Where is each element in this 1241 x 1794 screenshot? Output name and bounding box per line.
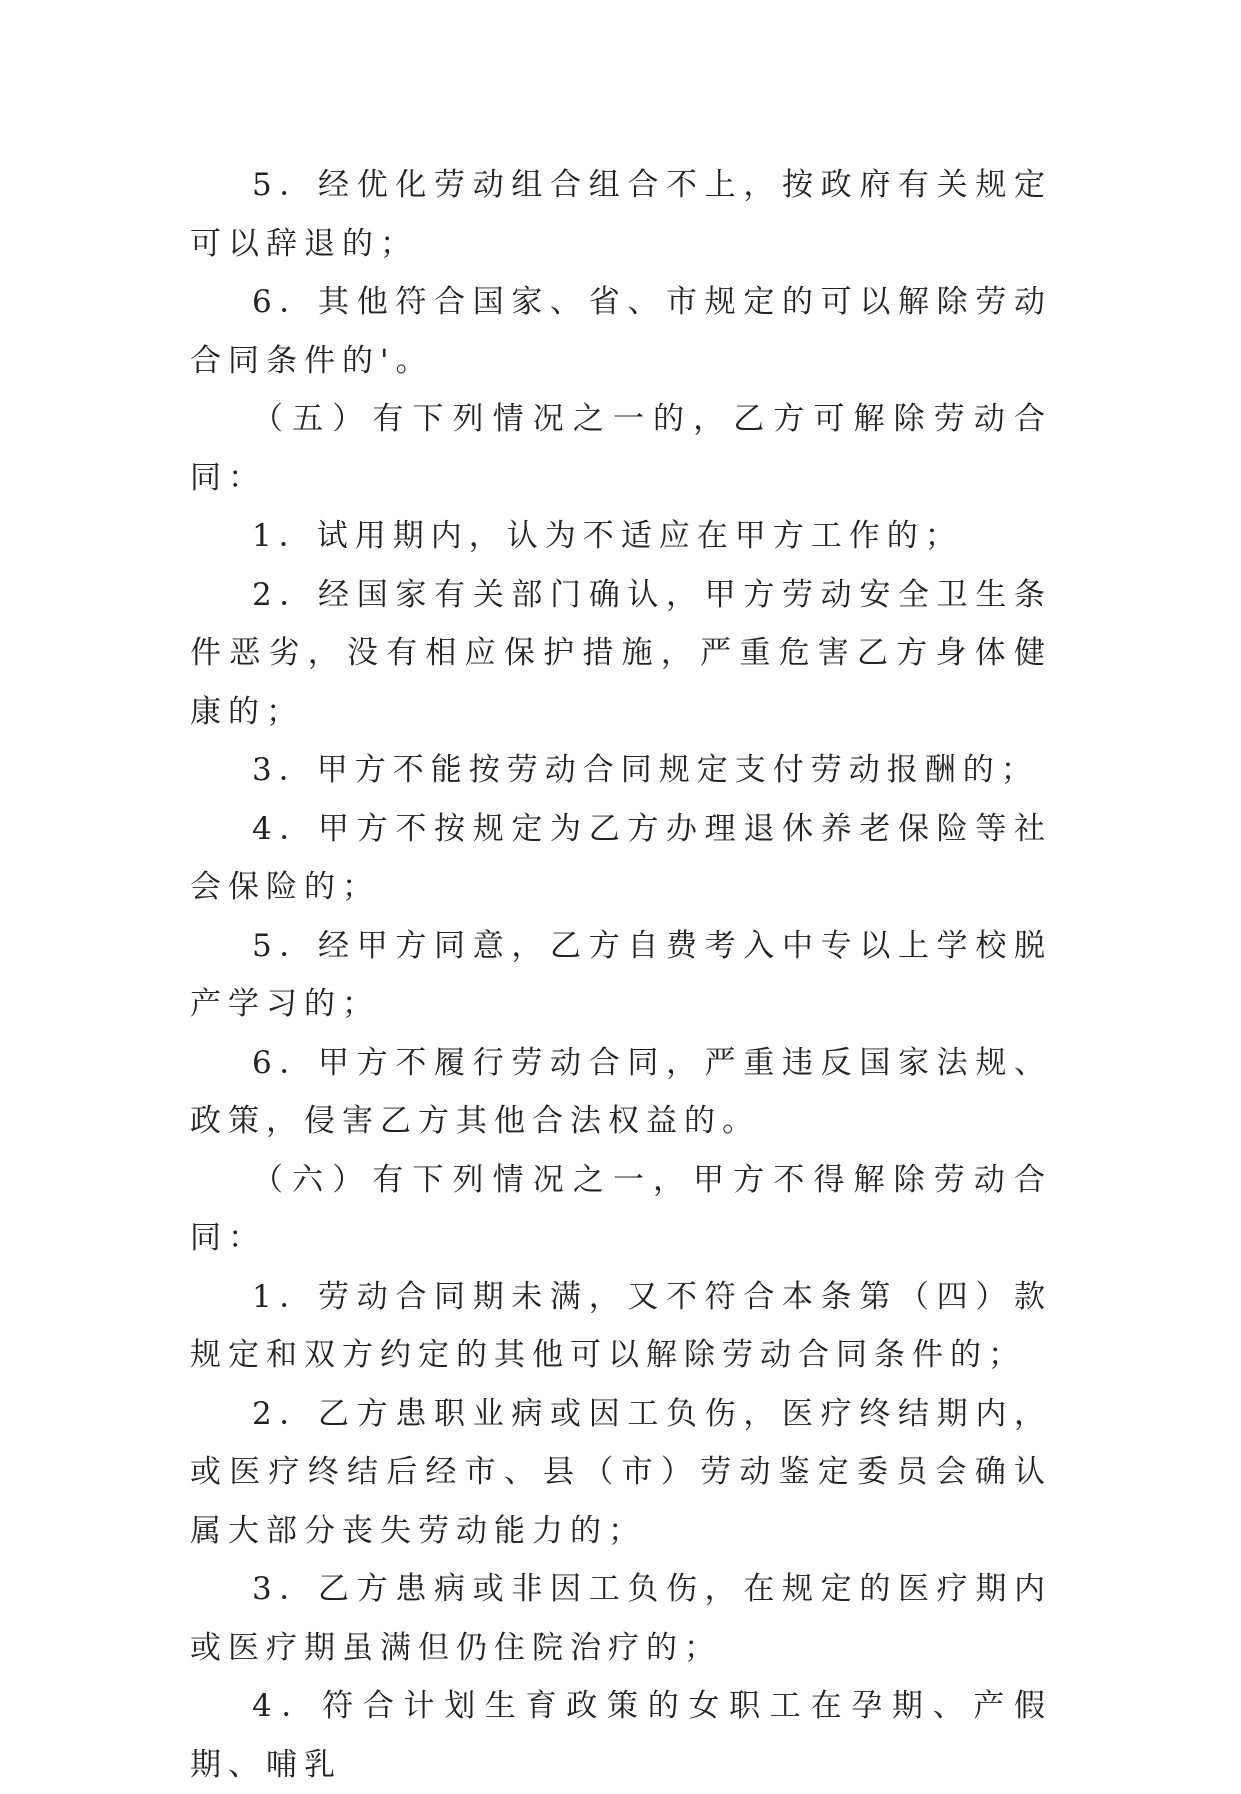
paragraph-item-5-dismissal: 5．经优化劳动组合组合不上，按政府有关规定可以辞退的； (190, 167, 1052, 262)
paragraph-item-6-other-conditions: 6．其他符合国家、省、市规定的可以解除劳动合同条件的'。 (190, 284, 1052, 379)
paragraph-item-5-study: 5．经甲方同意，乙方自费考入中专以上学校脱产学习的； (190, 927, 1052, 1022)
paragraph-item-2-safety: 2．经国家有关部门确认，甲方劳动安全卫生条件恶劣，没有相应保护措施，严重危害乙方身体健康的； (190, 576, 1052, 730)
paragraph-item-3-illness: 3．乙方患病或非因工负伤，在规定的医疗期内或医疗期虽满但仍住院治疗的； (190, 1571, 1052, 1666)
section-heading-6: （六）有下列情况之一，甲方不得解除劳动合同： (190, 1161, 1052, 1256)
document-body (190, 156, 1052, 1794)
paragraph-item-2-injury: 2．乙方患职业病或因工负伤，医疗终结期内，或医疗终结后经市、县（市）劳动鉴定委员会确认属大部分丧失劳动能力的； (190, 1395, 1052, 1549)
paragraph-item-1-term: 1．劳动合同期未满，又不符合本条第（四）款规定和双方约定的其他可以解除劳动合同条件的； (190, 1278, 1052, 1373)
paragraph-item-4-insurance: 4．甲方不按规定为乙方办理退休养老保险等社会保险的； (190, 810, 1052, 905)
paragraph-item-1-probation: 1．试用期内，认为不适应在甲方工作的； (252, 518, 963, 554)
paragraph-item-3-pay: 3．甲方不能按劳动合同规定支付劳动报酬的； (252, 752, 1039, 788)
paragraph-item-4-maternity: 4．符合计划生育政策的女职工在孕期、产假期、哺乳 (190, 1688, 1052, 1783)
paragraph-item-6-violation: 6．甲方不履行劳动合同，严重违反国家法规、政策，侵害乙方其他合法权益的。 (190, 1044, 1052, 1139)
section-heading-5: （五）有下列情况之一的，乙方可解除劳动合同： (190, 401, 1052, 496)
